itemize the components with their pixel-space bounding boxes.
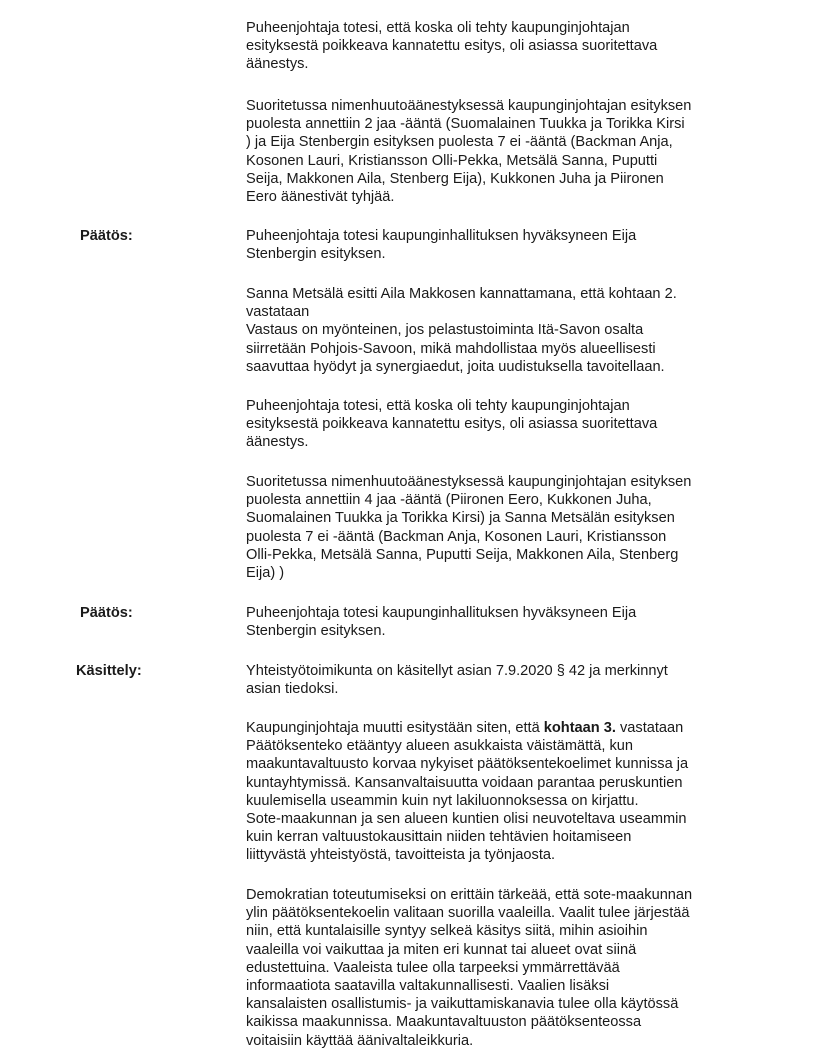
paragraph-line: Stenbergin esityksen. <box>246 246 386 263</box>
paragraph-line: voitaisiin käyttää äänivaltaleikkuria. <box>246 1032 474 1049</box>
paragraph-line: Puheenjohtaja totesi, että koska oli tehty kaupunginjohtajan <box>246 20 630 36</box>
paragraph-line: Suoritetussa nimenhuutoäänestyksessä kaupunginjohtajan esityksen <box>246 474 692 490</box>
paragraph-paatos-2-decision <box>246 604 746 640</box>
paragraph-line: äänestys. <box>246 56 309 73</box>
bold-text: kohtaan 3. <box>543 720 616 736</box>
paragraph-line: Kosonen Lauri, Kristiansson Olli-Pekka, Metsälä Sanna, Puputti <box>246 152 658 169</box>
paragraph-line: Päätöksenteko etääntyy alueen asukkaista väistämättä, kun <box>246 738 633 755</box>
paragraph-line: liittyvästä yhteistyöstä, tavoitteista ja työnjaosta. <box>246 847 556 864</box>
paragraph-line: Demokratian toteutumiseksi on erittäin tärkeää, että sote-maakunnan <box>246 887 693 903</box>
paragraph-line: Olli-Pekka, Metsälä Sanna, Puputti Seija, Makkonen Aila, Stenberg <box>246 546 679 563</box>
paragraph-line: Vastaus on myönteinen, jos pelastustoiminta Itä-Savon osalta <box>246 322 644 339</box>
paragraph-line: esityksestä poikkeava kannatettu esitys, oli asiassa suoritettava <box>246 38 658 55</box>
paragraph-line: Eija) ) <box>246 564 285 581</box>
paragraph-line: kuntayhtymissä. Kansanvaltaisuutta voidaan parantaa peruskuntien <box>246 774 683 791</box>
paragraph-line: kansalaisten osallistumis- ja vaikuttamiskanavia tulee olla käytössä <box>246 996 679 1013</box>
paragraph-line: vastataan <box>246 304 310 321</box>
paatos-label: Päätös: <box>80 605 133 621</box>
text-span: vastataan <box>615 720 684 736</box>
paragraph-line: Suoritetussa nimenhuutoäänestyksessä kaupunginjohtajan esityksen <box>246 98 692 114</box>
paragraph-line: puolesta annettiin 2 jaa -ääntä (Suomalainen Tuukka ja Torikka Kirsi <box>246 116 685 133</box>
paragraph-line: esityksestä poikkeava kannatettu esitys, oli asiassa suoritettava <box>246 416 658 433</box>
paragraph-line: asian tiedoksi. <box>246 681 339 698</box>
paragraph-metsala-proposal <box>246 285 746 376</box>
paragraph-kasittely-info <box>246 662 746 698</box>
paragraph-line: Yhteistyötoimikunta on käsitellyt asian 7.9.2020 § 42 ja merkinnyt <box>246 663 668 679</box>
paragraph-line: kaikissa maakunnissa. Maakuntavaltuuston päätöksenteossa <box>246 1014 642 1031</box>
paragraph-line: äänestys. <box>246 434 309 451</box>
paragraph-paatos-1-decision <box>246 227 746 263</box>
paragraph-line: Puheenjohtaja totesi kaupunginhallituksen hyväksyneen Eija <box>246 605 637 621</box>
paragraph-line: kuulemisella useammin kuin nyt lakiluonnoksessa on kirjattu. <box>246 792 639 809</box>
paragraph-continuation <box>246 737 746 864</box>
paragraph-line: Puheenjohtaja totesi kaupunginhallituksen hyväksyneen Eija <box>246 228 637 244</box>
paragraph-line: ylin päätöksentekoelin valitaan suorilla vaaleilla. Vaalit tulee järjestää <box>246 905 690 922</box>
paragraph-line: Puheenjohtaja totesi, että koska oli tehty kaupunginjohtajan <box>246 398 630 414</box>
paragraph-line: Stenbergin esityksen. <box>246 623 386 640</box>
paragraph-line: vaaleilla voi vaikuttaa ja miten eri kunnat tai alueet ovat siinä <box>246 941 637 958</box>
paragraph-line: saavuttaa hyödyt ja synergiaedut, joita uudistuksella tavoitellaan. <box>246 358 665 375</box>
paragraph-intro-vote-result <box>246 97 746 206</box>
paragraph-second-vote-result <box>246 473 746 582</box>
paragraph-line: kuin kerran valtuustokausittain niiden tehtävien hoitamiseen <box>246 829 632 846</box>
paragraph-line: Sanna Metsälä esitti Aila Makkosen kannattamana, että kohtaan 2. <box>246 286 677 302</box>
paragraph-line: informaatiota saatavilla valtakunnallisesti. Vaalien lisäksi <box>246 977 610 994</box>
paragraph-line: Sote-maakunnan ja sen alueen kuntien olisi neuvoteltava useammin <box>246 810 687 827</box>
paragraph-democracy <box>246 886 746 1050</box>
paragraph-line: edustettuina. Vaaleista tulee olla tarpeeksi ymmärrettävää <box>246 959 620 976</box>
paragraph-line: siirretään Pohjois-Savoon, mikä mahdollistaa myös alueellisesti <box>246 340 656 357</box>
paragraph-kasittely-point-3 <box>246 719 746 865</box>
paragraph-line: puolesta annettiin 4 jaa -ääntä (Piironen Eero, Kukkonen Juha, <box>246 492 652 509</box>
paragraph-line: puolesta 7 ei -ääntä (Backman Anja, Kosonen Lauri, Kristiansson <box>246 528 667 545</box>
paragraph-line <box>246 719 746 737</box>
paragraph-line: ) ja Eija Stenbergin esityksen puolesta 7 ei -ääntä (Backman Anja, <box>246 134 673 151</box>
paragraph-intro-vote-announcement <box>246 19 746 74</box>
kasittely-label: Käsittely: <box>76 663 142 679</box>
paragraph-line: Eero äänestivät tyhjää. <box>246 188 395 205</box>
paragraph-line: niin, että kuntalaisille syntyy selkeä käsitys siitä, mihin asioihin <box>246 923 648 940</box>
paragraph-line: Seija, Makkonen Aila, Stenberg Eija), Kukkonen Juha ja Piironen <box>246 170 664 187</box>
paatos-label: Päätös: <box>80 228 133 244</box>
paragraph-second-vote-announcement <box>246 397 746 452</box>
text-span: Kaupunginjohtaja muutti esitystään siten, että <box>246 720 544 736</box>
paragraph-line: Suomalainen Tuukka ja Torikka Kirsi) ja Sanna Metsälän esityksen <box>246 510 675 527</box>
paragraph-line: maakuntavaltuusto korvaa nykyiset päätöksentekoelimet kunnissa ja <box>246 756 689 773</box>
